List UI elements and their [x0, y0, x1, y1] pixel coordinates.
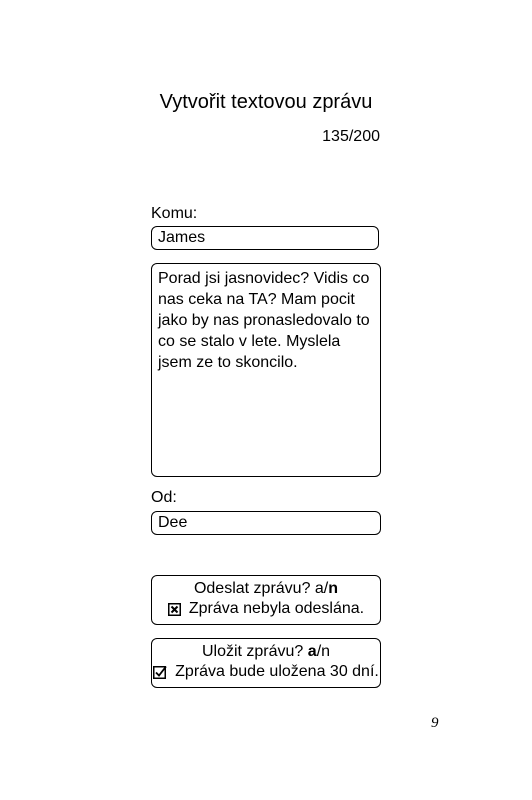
save-status	[152, 663, 380, 681]
checkbox-crossed-icon	[168, 603, 181, 616]
send-message-box[interactable]	[151, 575, 381, 625]
send-selected-option: n	[328, 580, 339, 597]
recipient-value: James	[158, 229, 206, 246]
recipient-field[interactable]	[151, 226, 379, 250]
page-title: Vytvořit textovou zprávu	[159, 91, 373, 113]
send-question: Odeslat zprávu? a/n	[193, 580, 339, 597]
send-status-text: Zpráva nebyla odeslána.	[188, 600, 365, 617]
to-label: Komu:	[151, 205, 198, 222]
save-question: Uložit zprávu? a/n	[201, 643, 331, 660]
save-status-text: Zpráva bude uložena 30 dní.	[175, 663, 379, 680]
page-number: 9	[431, 715, 439, 731]
message-text: Porad jsi jasnovidec? Vidis co nas ceka na TA? Mam pocit jako by nas pronasledovalo to co se stalo v lete. Myslela jsem ze to skoncilo.	[158, 270, 370, 371]
sender-value: Dee	[158, 514, 188, 531]
message-textarea[interactable]	[151, 263, 381, 477]
save-selected-option: a	[307, 643, 317, 660]
checkbox-checked-icon	[153, 665, 167, 679]
save-message-box[interactable]	[151, 638, 381, 688]
send-status	[152, 600, 380, 618]
from-label: Od:	[151, 489, 177, 506]
sender-field[interactable]	[151, 511, 381, 535]
character-counter: 135/200	[322, 128, 380, 145]
